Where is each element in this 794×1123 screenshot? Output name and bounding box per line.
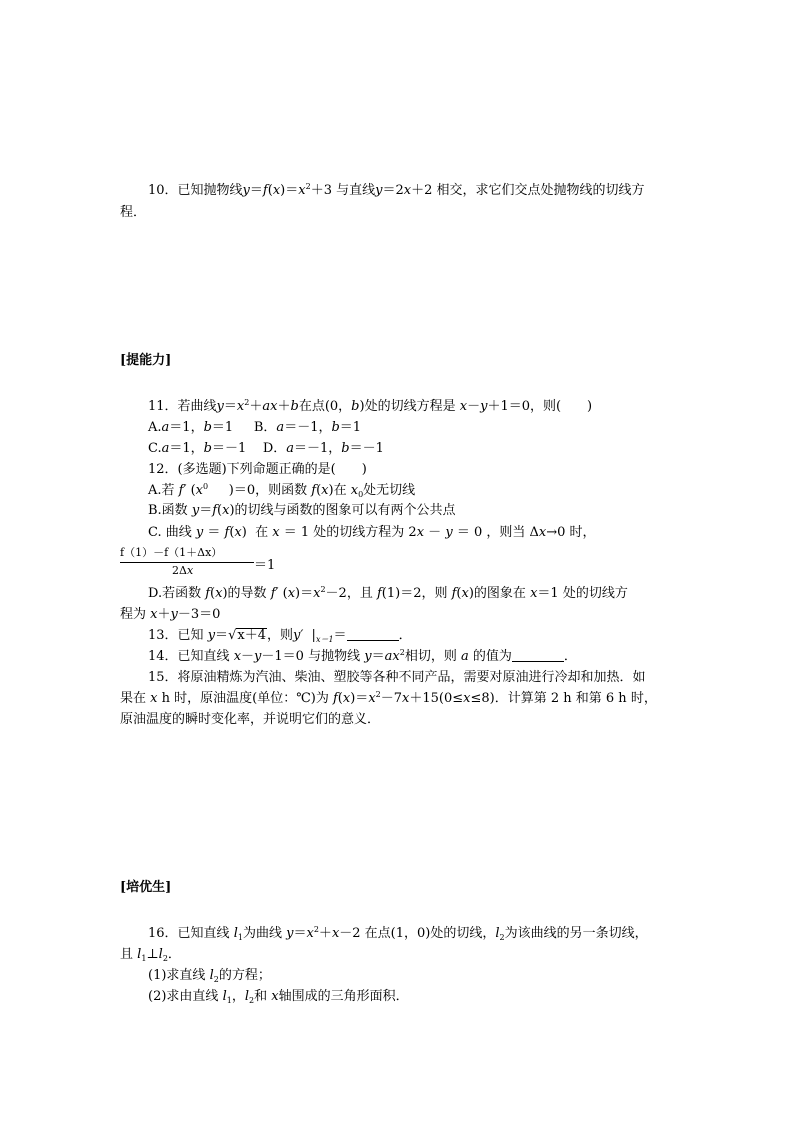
- sqrt-radicand: x＋4: [237, 628, 266, 643]
- answer-blank[interactable]: [512, 649, 564, 662]
- question-15-line1: 15．将原油精炼为汽油、柴油、塑胶等各种不同产品，需要对原油进行冷却和加热．如: [148, 670, 646, 685]
- question-10-line2: 程．: [120, 205, 147, 220]
- question-11-options-cd: [148, 440, 384, 458]
- question-12-option-c: C. 曲线 y ＝ f(x) 在 x ＝ 1 处的切线方程为 2x － y ＝ 0 ，则当 Δx→0 时，: [148, 525, 596, 540]
- question-15-line2: 果在 x h 时，原油温度(单位：℃)为 $f(x)=x^2-7x+15(0\le x\le 8)$．计算第 2 h 和第 6 h 时，: [120, 690, 657, 706]
- question-15-line3: 原油温度的瞬时变化率，并说明它们的意义．: [120, 712, 381, 727]
- section-heading-advanced: [培优生]: [120, 880, 172, 895]
- question-16-line2: 且 $l_1\perp l_2$．: [120, 947, 181, 963]
- question-14: 14．已知直线 x－y－1＝0 与抛物线 $y=ax^2$相切，则 a 的值为 ．: [148, 648, 577, 664]
- question-12-option-a: A.若 f′ ($x^0$ )＝0，则函数 f(x)在 $x_0$处无切线: [148, 482, 416, 499]
- answer-blank[interactable]: [347, 628, 399, 641]
- question-16-line1: 16．已知直线 $l_1$为曲线 $y=x^2+x-2$ 在点(1，0)处的切线，$l_2$为该曲线的另一条切线，: [148, 925, 648, 942]
- option-a: A.a＝1，b＝1: [148, 420, 234, 435]
- question-12-stem: 12．(多选题)下列命题正确的是( ): [148, 462, 367, 477]
- section-heading-ability: [提能力]: [120, 353, 172, 368]
- option-b: B．a＝－1，b＝1: [253, 420, 362, 435]
- question-13: 13．已知 y＝√x＋4，则y′ $|_{x=1}=$ ．: [148, 628, 412, 644]
- question-10-line1: 10．已知抛物线$y=f(x)=x^2+3$ 与直线y＝2x＋2 相交，求它们交点处抛物线的切线方: [148, 182, 645, 198]
- question-12-option-d-line2: 程为 x＋y－3＝0: [120, 607, 221, 622]
- question-12-option-d-line1: D.若函数 f(x)的导数 f′ $(x)=x^2-2$，且 f(1)＝2，则 f(x)的图象在 x＝1 处的切线方: [148, 585, 628, 601]
- question-16-part1: (1)求直线 $l_2$的方程；: [148, 968, 271, 984]
- question-12-option-b: B.函数 y＝f(x)的切线与函数的图象可以有两个公共点: [148, 503, 456, 518]
- question-16-part2: (2)求由直线 $l_1$，$l_2$和 x轴围成的三角形面积．: [148, 989, 409, 1005]
- option-c: C.a＝1，b＝－1: [148, 441, 247, 456]
- option-d: D．a＝－1，b＝－1: [262, 441, 384, 456]
- question-11-options-ab: [148, 419, 361, 437]
- question-11-stem: 11．若曲线$y=x^2+ax+b$在点(0，b)处的切线方程是 x－y＋1＝0，则( ): [148, 398, 593, 414]
- q10-text: 10．已知抛物线: [148, 183, 243, 198]
- sqrt-symbol: √: [228, 628, 237, 643]
